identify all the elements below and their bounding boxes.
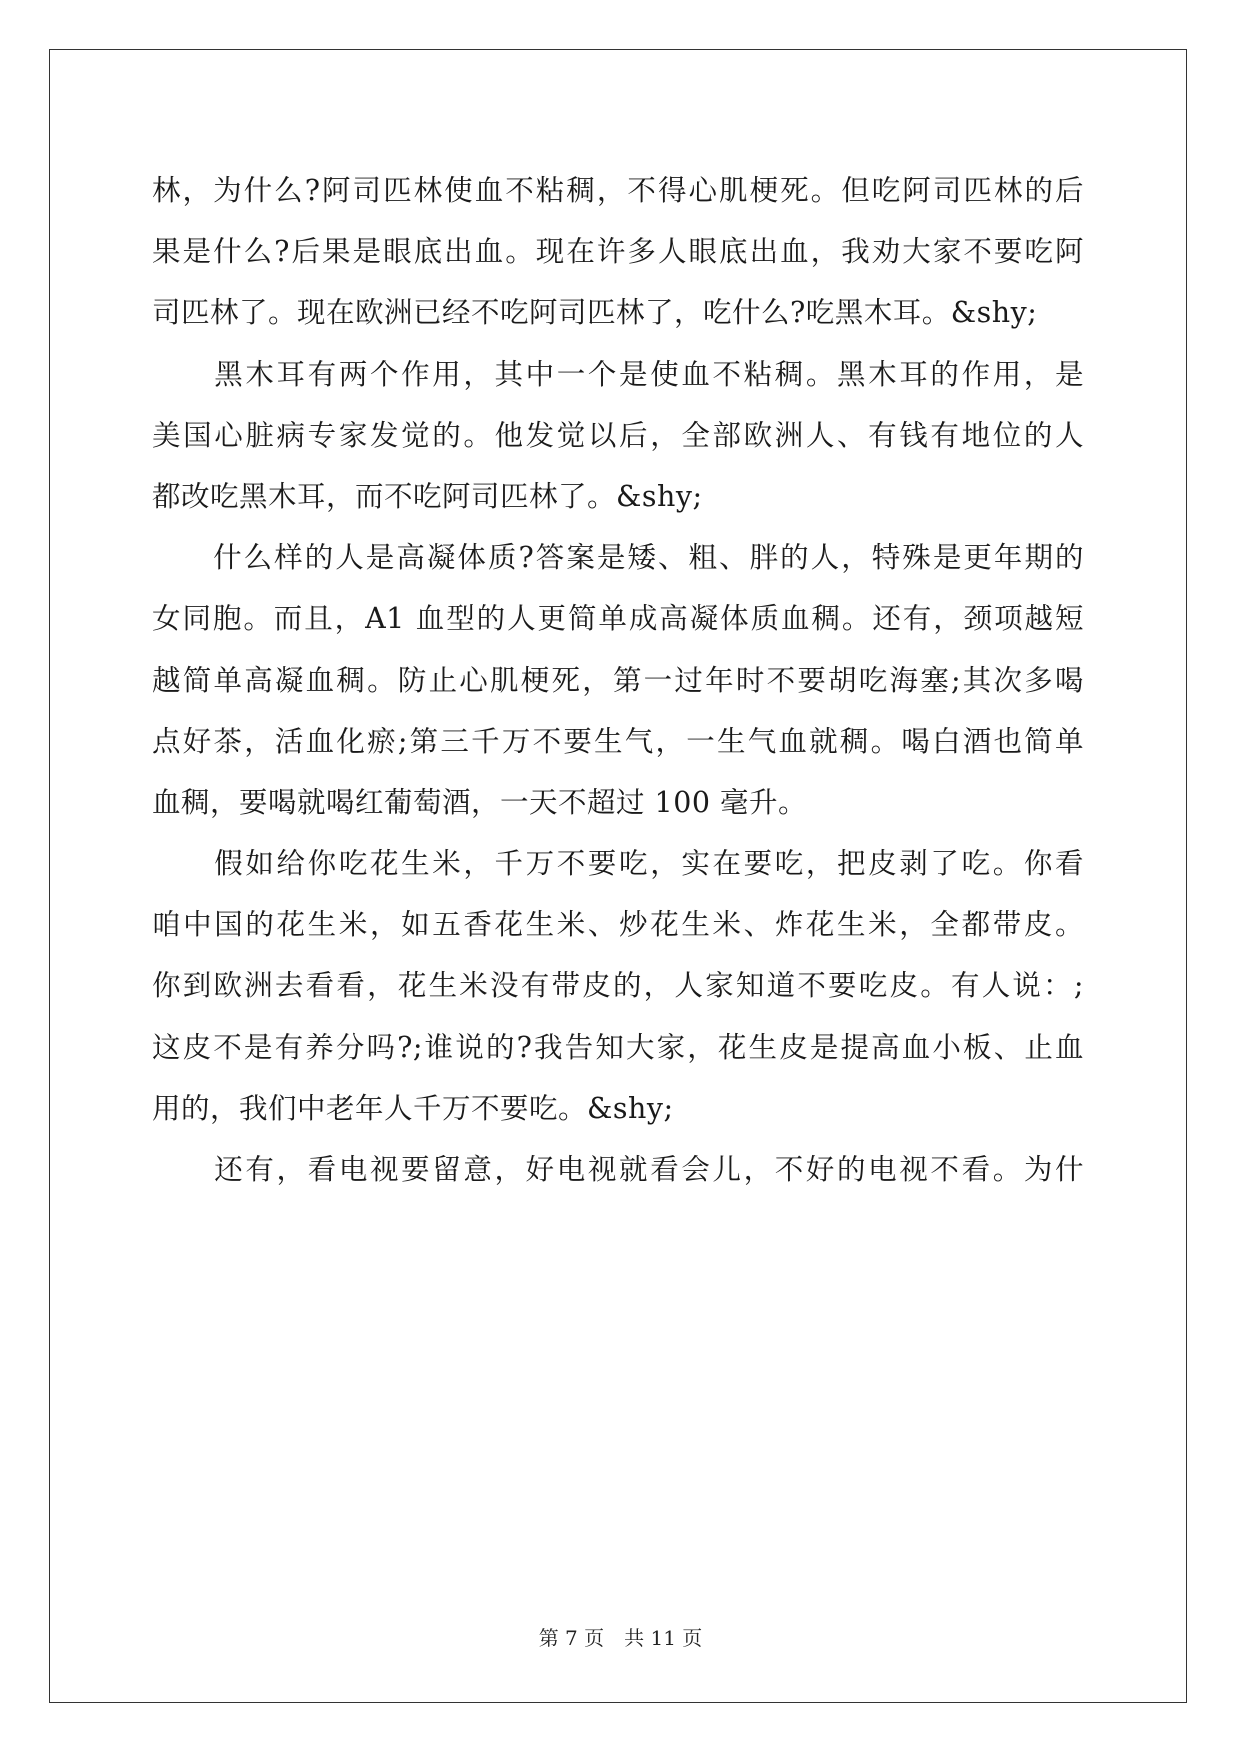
text-line: 假如给你吃花生米，千万不要吃，实在要吃，把皮剥了吃。你看: [152, 847, 1084, 881]
text-line: 这皮不是有养分吗?;谁说的?我告知大家，花生皮是提高血小板、止血: [152, 1030, 1084, 1064]
text-line: 美国心脏病专家发觉的。他发觉以后，全部欧洲人、有钱有地位的人: [152, 418, 1084, 452]
text-line: 司匹林了。现在欧洲已经不吃阿司匹林了，吃什么?吃黑木耳。&shy;: [152, 296, 1038, 330]
text-line: 还有，看电视要留意，好电视就看会儿，不好的电视不看。为什: [152, 1153, 1084, 1186]
text-line: 咱中国的花生米，如五香花生米、炒花生米、炸花生米，全都带皮。: [152, 908, 1084, 942]
page-number-footer: 第 7 页 共 11 页: [538, 1626, 703, 1650]
text-line: 果是什么?后果是眼底出血。现在许多人眼底出血，我劝大家不要吃阿: [152, 235, 1084, 269]
text-line: 林，为什么?阿司匹林使血不粘稠，不得心肌梗死。但吃阿司匹林的后: [152, 174, 1084, 207]
document-body: [152, 160, 1084, 1200]
text-line: 你到欧洲去看看，花生米没有带皮的，人家知道不要吃皮。有人说：;: [152, 969, 1084, 1003]
text-line: 点好茶，活血化瘀;第三千万不要生气，一生气血就稠。喝白酒也简单: [152, 724, 1084, 758]
text-line: 越简单高凝血稠。防止心肌梗死，第一过年时不要胡吃海塞;其次多喝: [152, 663, 1084, 697]
text-line: 黑木耳有两个作用，其中一个是使血不粘稠。黑木耳的作用，是: [152, 357, 1084, 391]
text-line: 什么样的人是高凝体质?答案是矮、粗、胖的人，特殊是更年期的: [152, 541, 1084, 575]
text-line: 血稠，要喝就喝红葡萄酒，一天不超过 100 毫升。: [152, 785, 808, 819]
text-line: 用的，我们中老年人千万不要吃。&shy;: [152, 1091, 674, 1125]
text-line: 女同胞。而且，A1 血型的人更简单成高凝体质血稠。还有，颈项越短: [152, 602, 1084, 636]
text-line: 都改吃黑木耳，而不吃阿司匹林了。&shy;: [152, 479, 703, 513]
